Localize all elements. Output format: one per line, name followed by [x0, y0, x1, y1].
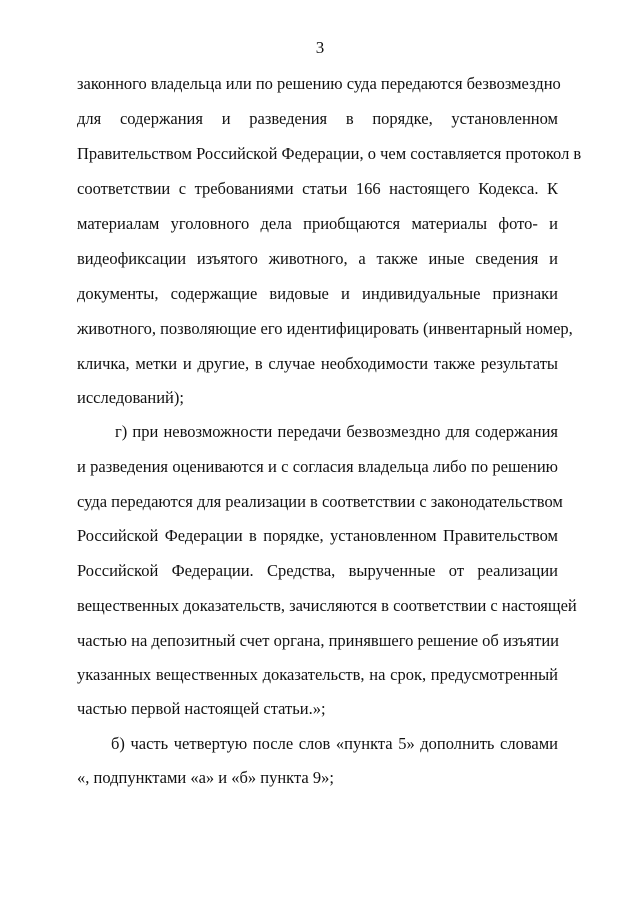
text-line: частью первой настоящей статьи.»;	[77, 699, 326, 718]
text-line: видеофиксации изъятого животного, а также иные сведения и	[77, 249, 558, 268]
text-line: исследований);	[77, 388, 184, 407]
text-line: Правительством Российской Федерации, о чем составляется протокол в	[77, 144, 582, 163]
page-number: 3	[315, 38, 325, 57]
text-line: Российской Федерации. Средства, вырученные от реализации	[77, 561, 558, 580]
text-line: животного, позволяющие его идентифицировать (инвентарный номер,	[77, 319, 573, 338]
text-line: указанных вещественных доказательств, на срок, предусмотренный	[77, 665, 558, 684]
text-line: «, подпунктами «а» и «б» пункта 9»;	[77, 768, 334, 787]
text-line: для содержания и разведения в порядке, установленном	[77, 109, 558, 128]
text-line: суда передаются для реализации в соответствии с законодательством	[77, 492, 563, 511]
text-line: и разведения оцениваются и с согласия владельца либо по решению	[77, 457, 558, 476]
text-line: кличка, метки и другие, в случае необходимости также результаты	[77, 354, 558, 373]
text-line: вещественных доказательств, зачисляются в соответствии с настоящей	[77, 596, 577, 615]
text-line: г) при невозможности передачи безвозмездно для содержания	[115, 422, 558, 441]
text-line: законного владельца или по решению суда передаются безвозмездно	[77, 74, 561, 93]
text-line: частью на депозитный счет органа, принявшего решение об изъятии	[77, 631, 560, 650]
text-line: б) часть четвертую после слов «пункта 5» дополнить словами	[111, 734, 558, 753]
text-line: материалам уголовного дела приобщаются материалы фото- и	[77, 214, 558, 233]
text-line: документы, содержащие видовые и индивидуальные признаки	[77, 284, 558, 303]
text-line: соответствии с требованиями статьи 166 настоящего Кодекса. К	[77, 179, 558, 198]
text-line: Российской Федерации в порядке, установленном Правительством	[77, 526, 558, 545]
